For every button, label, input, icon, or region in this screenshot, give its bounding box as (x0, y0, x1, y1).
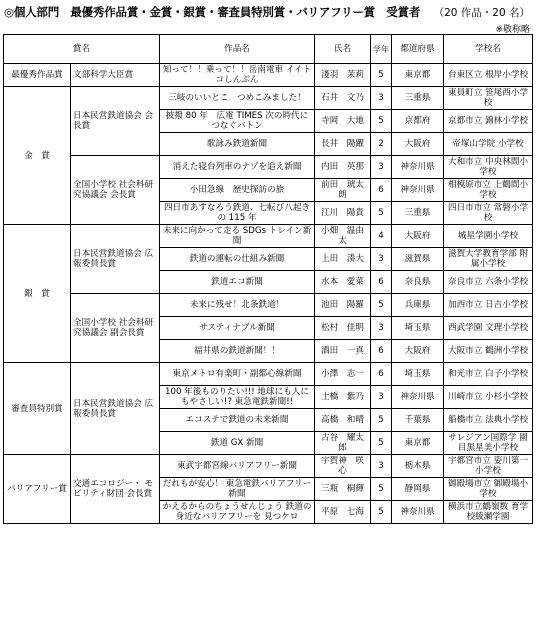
student-name: 三瓶 桐輝 (315, 478, 371, 501)
student-name: 内田 英那 (315, 156, 371, 179)
prefecture: 三重県 (392, 87, 444, 110)
header-name: 氏名 (315, 35, 371, 64)
award-category: バリアフリー賞 (4, 455, 71, 524)
award-category: 銀 賞 (4, 225, 71, 363)
prefecture: 東京都 (392, 64, 444, 87)
grade: 5 (371, 501, 392, 524)
work-title: 三岐のいいとこ つめこみました！ (160, 87, 315, 110)
student-name: 長井 陽躍 (315, 133, 371, 156)
school-name: 京都市立 錦林小学校 (444, 110, 533, 133)
work-title: 歌詠み鉄道新聞 (160, 133, 315, 156)
school-name: サレジアン国際学 園目黒星美小学校 (444, 432, 533, 455)
student-name: 小畑 温由太 (315, 225, 371, 248)
grade: 5 (371, 478, 392, 501)
prefecture: 千葉県 (392, 409, 444, 432)
prefecture: 大阪府 (392, 133, 444, 156)
award-name: 日本民営鉄道協会 広報委員長賞 (71, 363, 160, 455)
prefecture: 神奈川県 (392, 179, 444, 202)
work-title: 小田急線 歴史探訪の旅 (160, 179, 315, 202)
grade: 5 (371, 110, 392, 133)
prefecture: 埼玉県 (392, 317, 444, 340)
student-name: 酒田 一真 (315, 340, 371, 363)
prefecture: 大阪府 (392, 225, 444, 248)
grade: 6 (371, 271, 392, 294)
header-grade: 学年 (371, 35, 392, 64)
header-school: 学校名 (444, 35, 533, 64)
student-name: 土橋 紫乃 (315, 386, 371, 409)
work-title: 100 年後ものりたい!!! 地球にも人にもやさしい!? 東急電鉄新聞!! (160, 386, 315, 409)
work-title: エコステで鉄道の未来新聞 (160, 409, 315, 432)
grade: 5 (371, 202, 392, 225)
work-title: 未来に向かって走る SDGs トレイン新聞 (160, 225, 315, 248)
work-title: 鉄道の運転の仕組み新聞 (160, 248, 315, 271)
prefecture: 埼玉県 (392, 363, 444, 386)
prefecture: 滋賀県 (392, 248, 444, 271)
student-name: 石井 文乃 (315, 87, 371, 110)
school-name: 東員町立 笹尾西小学校 (444, 87, 533, 110)
award-name: 日本民営鉄道協会 広報委員長賞 (71, 225, 160, 294)
header-title: 作品名 (160, 35, 315, 64)
student-name: 上田 湊大 (315, 248, 371, 271)
grade: 4 (371, 225, 392, 248)
work-title: 東京メトロ有楽町・副都心線新聞 (160, 363, 315, 386)
award-name: 全国小学校 社会科研究協議会 会長賞 (71, 156, 160, 225)
grade: 5 (371, 409, 392, 432)
prefecture: 三重県 (392, 202, 444, 225)
table-row (4, 294, 533, 317)
grade: 5 (371, 294, 392, 317)
page-title: ◎個人部門 最優秀作品賞・金賞・銀賞・審査員特別賞・バリアフリー賞 受賞者 (4, 5, 421, 19)
prefecture: 栃木県 (392, 455, 444, 478)
work-title: 消えた寝台列車のナゾを追え新聞 (160, 156, 315, 179)
prefecture: 神奈川県 (392, 156, 444, 179)
grade: 6 (371, 340, 392, 363)
grade: 3 (371, 248, 392, 271)
table-body (4, 64, 533, 524)
award-name: 全国小学校 社会科研究協議会 副会長賞 (71, 294, 160, 363)
work-title: 披撥 80 年 広電 TIMES 次の時代につなぐバトン (160, 110, 315, 133)
school-name: 船橋市立 法典小学校 (444, 409, 533, 432)
grade: 3 (371, 87, 392, 110)
award-category: 最優秀作品賞 (4, 64, 71, 87)
work-title: 福井県の鉄道新聞！！ (160, 340, 315, 363)
school-name: 四日市市立 常磐小学校 (444, 202, 533, 225)
grade: 2 (371, 133, 392, 156)
school-name: 大阪市立 鶴洲小学校 (444, 340, 533, 363)
award-name: 日本民営鉄道協会 会長賞 (71, 87, 160, 156)
grade: 3 (371, 455, 392, 478)
table-row (4, 64, 533, 87)
school-name: 帝塚山学院 小学校 (444, 133, 533, 156)
prefecture: 神奈川県 (392, 501, 444, 524)
work-title: かえるからのちょうせんじょう 鉄道の身近なバリアフリーを 見つケロ (160, 501, 315, 524)
student-name: 小澤 志一 (315, 363, 371, 386)
student-name: 高橋 和晴 (315, 409, 371, 432)
school-name: 御殿場市立 御殿場小学校 (444, 478, 533, 501)
grade: 6 (371, 363, 392, 386)
student-name: 前田 琥太朗 (315, 179, 371, 202)
school-name: 川崎市立 小杉小学校 (444, 386, 533, 409)
student-name: 平原 七海 (315, 501, 371, 524)
student-name: 水本 愛菜 (315, 271, 371, 294)
work-title: 鉄道 GX 新聞 (160, 432, 315, 455)
student-name: 寺岡 大地 (315, 110, 371, 133)
grade: 5 (371, 64, 392, 87)
work-title: だれもが安心！ 東急電鉄バリアフリー新聞 (160, 478, 315, 501)
award-name: 交通エコロジー・ モビリティ財団 会長賞 (71, 455, 160, 524)
header-award: 賞名 (4, 35, 160, 64)
school-name: 加西市立 日吉小学校 (444, 294, 533, 317)
prefecture: 兵庫県 (392, 294, 444, 317)
table-row (4, 156, 533, 179)
table-row (4, 455, 533, 478)
prefecture: 奈良県 (392, 271, 444, 294)
work-title: 四日市あすなろう鉄道、七転び八起きの 115 年 (160, 202, 315, 225)
honorific-note: ※敬称略 (495, 25, 530, 35)
work-title: 鉄道エコ新聞 (160, 271, 315, 294)
table-row (4, 363, 533, 386)
table-header-row (4, 35, 533, 64)
grade: 3 (371, 386, 392, 409)
school-name: 滋賀大学教育学部 附属小学校 (444, 248, 533, 271)
student-name: 淺羽 茉莉 (315, 64, 371, 87)
student-name: 古谷 耀太郎 (315, 432, 371, 455)
school-name: 大和市立 中央林間小学校 (444, 156, 533, 179)
grade: 3 (371, 317, 392, 340)
work-title: 東武宇都宮線バリアフリー新聞 (160, 455, 315, 478)
student-name: 池田 陽羅 (315, 294, 371, 317)
header (2, 2, 534, 22)
student-name: 江川 陽貴 (315, 202, 371, 225)
award-count: （20 作品・20 名） (433, 7, 530, 19)
school-name: 城星学園小学校 (444, 225, 533, 248)
prefecture: 東京都 (392, 432, 444, 455)
prefecture: 京都府 (392, 110, 444, 133)
prefecture: 静岡県 (392, 478, 444, 501)
header-prefecture: 都道府県 (392, 35, 444, 64)
school-name: 西武学園 文理小学校 (444, 317, 533, 340)
work-title: 未来に残せ！北条鉄道！ (160, 294, 315, 317)
table-row (4, 87, 533, 110)
prefecture: 大阪府 (392, 340, 444, 363)
prefecture: 神奈川県 (392, 386, 444, 409)
work-title: 知って！！乗って！！岳南電車 イイトコしんぶん (160, 64, 315, 87)
school-name: 宇都宮市立 姿川第一小学校 (444, 455, 533, 478)
school-name: 奈良市立 六条小学校 (444, 271, 533, 294)
school-name: 和光市立 白子小学校 (444, 363, 533, 386)
student-name: 宇賀神 咲心 (315, 455, 371, 478)
table-row (4, 225, 533, 248)
awards-table (3, 34, 533, 524)
award-category: 金 賞 (4, 87, 71, 225)
award-name: 文部科学大臣賞 (71, 64, 160, 87)
grade: 5 (371, 432, 392, 455)
work-title: サスティナブル新聞 (160, 317, 315, 340)
student-name: 松村 佳明 (315, 317, 371, 340)
school-name: 台東区立 根岸小学校 (444, 64, 533, 87)
grade: 3 (371, 156, 392, 179)
school-name: 横浜市立鶴嶺数 育学校綾瀬学園 (444, 501, 533, 524)
award-category: 審査員特別賞 (4, 363, 71, 455)
grade: 6 (371, 179, 392, 202)
school-name: 相模原市立 上鶴間小学校 (444, 179, 533, 202)
